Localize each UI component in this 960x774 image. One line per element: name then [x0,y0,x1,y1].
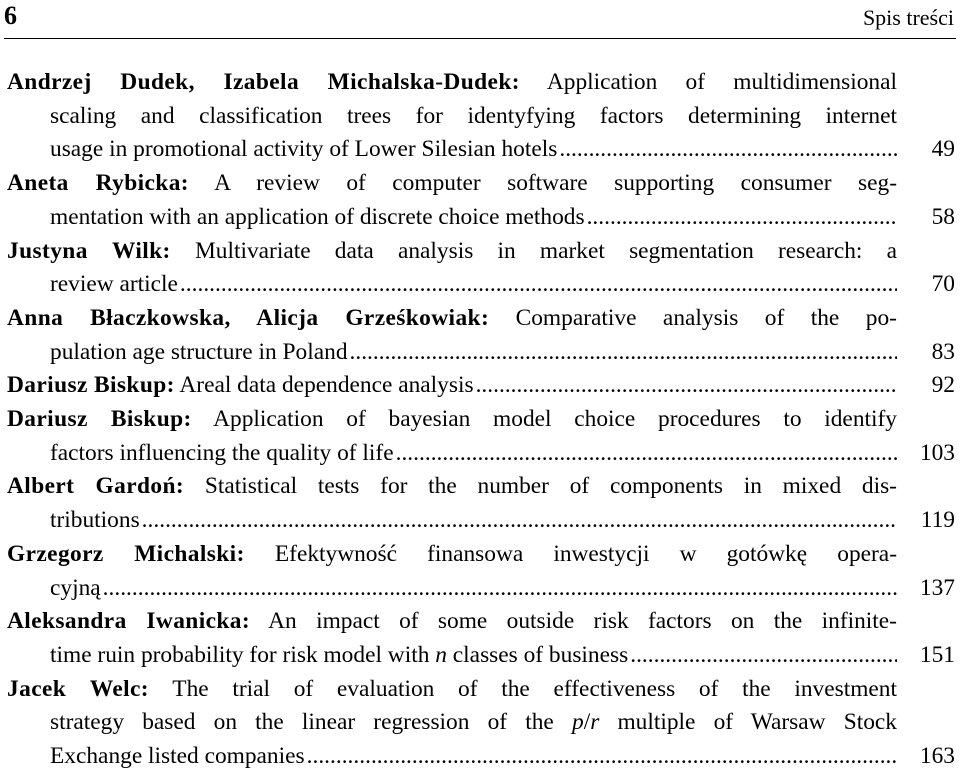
toc-entry-authors: Albert Gardoń: [7,473,185,500]
toc-entry-page: 49 [931,136,955,163]
toc-entry-title: Areal data dependence analysis [179,372,474,399]
toc-entry-authors: Grzegorz Michalski: [7,540,245,567]
toc-entry-line [7,639,897,673]
toc-entry-page: 58 [931,203,955,230]
toc-entry-title: pulation age structure in Poland [50,338,348,365]
toc-entry [7,167,955,234]
dot-leader [630,639,897,673]
toc-entry-line [7,268,897,302]
toc-entry-line [7,133,897,167]
toc-entry-page: 83 [931,338,955,365]
toc-entry-line [7,201,897,235]
toc-entry-title: usage in promotional activity of Lower Silesian hotels [50,136,558,163]
toc-entry-page: 163 [919,743,955,770]
dot-leader [307,740,897,774]
dot-leader [396,437,897,471]
toc-entry-authors: Jacek Welc: [7,675,149,702]
toc-entry-authors: Justyna Wilk: [7,237,171,264]
toc-entry-line [7,538,897,572]
toc-entry-title: Efektywność finansowa inwestycji w gotówkę opera- [274,540,897,567]
toc-entry-title: Multivariate data analysis in market segmentation research: a [194,237,897,264]
toc-entry-title: An impact of some outside risk factors on the infinite- [268,608,897,635]
toc-entry-title-italic: r [590,709,600,736]
toc-entry-line [7,673,897,707]
toc-entry-line [7,66,897,100]
toc-entry-title-italic: n [435,641,447,668]
toc-entry-page: 103 [919,439,955,466]
dot-leader [559,133,897,167]
dot-leader [103,572,897,606]
toc-entry-title: time ruin probability for risk model with [50,641,436,668]
dot-leader [142,504,897,538]
toc-entry-authors: Aneta Rybicka: [7,170,189,197]
toc-entry-line [7,369,897,403]
toc-entry-line [7,235,897,269]
running-title: Spis treści [862,5,954,30]
toc-entry-title: A review of computer software supporting consumer seg- [214,170,897,197]
toc-entry-line [7,336,897,370]
toc-entry-title: multiple of Warsaw Stock [599,709,897,736]
toc-entry-authors: Dariusz Biskup: [7,372,175,399]
toc-entry-title: Exchange listed companies [50,743,305,770]
toc-entry-title: Statistical tests for the number of components in mixed dis- [204,473,897,500]
toc-entry [7,470,955,537]
toc-entry-line [7,740,897,774]
toc-entry-line [7,403,897,437]
toc-entry [7,403,955,470]
toc-entry-authors: Andrzej Dudek, Izabela Michalska-Dudek: [7,69,520,95]
toc-entry [7,538,955,605]
page-header [4,0,956,39]
toc-entry [7,605,955,672]
toc-entry-line [7,470,897,504]
toc-entry-line [7,706,897,740]
toc-entry [7,66,955,167]
toc-entry-title: tributions [50,507,140,534]
toc-entry-page: 119 [920,507,955,534]
toc-entry [7,369,955,403]
toc-entry-authors: Anna Błaczkowska, Alicja Grześkowiak: [7,304,490,331]
toc-entry-line [7,605,897,639]
toc-entry [7,302,955,369]
toc-entry-line [7,572,897,606]
toc-entry-page: 151 [919,641,955,668]
toc-entry-title: mentation with an application of discrete choice methods [50,203,585,230]
table-of-contents [7,66,955,774]
toc-entry-title: Application of multidimensional [546,69,897,95]
toc-entry-line [7,302,897,336]
toc-entry-line [7,100,897,134]
toc-entry-page: 70 [931,271,955,298]
dot-leader [180,268,897,302]
toc-entry-authors: Dariusz Biskup: [7,406,192,433]
toc-entry-title-italic: p [571,709,584,736]
toc-entry-line [7,167,897,201]
toc-entry-page: 92 [931,372,955,399]
toc-entry-title: / [583,709,591,736]
toc-entry-title: review article [50,271,178,298]
toc-entry-title: Application of bayesian model choice procedures to identify [213,406,897,433]
toc-entry-page: 137 [919,574,955,601]
toc-entry-line [7,504,897,538]
toc-entry-line [7,437,897,471]
toc-entry-title: Comparative analysis of the po- [515,304,897,331]
toc-entry-title: scaling and classification trees for identyfying factors determining internet [50,102,897,129]
toc-entry-title: The trial of evaluation of the effectiveness of the investment [172,675,897,702]
toc-entry-title: cyjną [50,574,101,601]
toc-entry-title: strategy based on the linear regression of the [50,709,572,736]
page-number: 6 [4,1,17,30]
toc-entry-title: factors influencing the quality of life [50,439,394,466]
dot-leader [476,369,897,403]
toc-entry [7,673,955,774]
toc-entry-title: classes of business [446,641,629,668]
dot-leader [350,336,897,370]
toc-entry [7,235,955,302]
toc-entry-authors: Aleksandra Iwanicka: [7,608,251,635]
dot-leader [587,201,897,235]
